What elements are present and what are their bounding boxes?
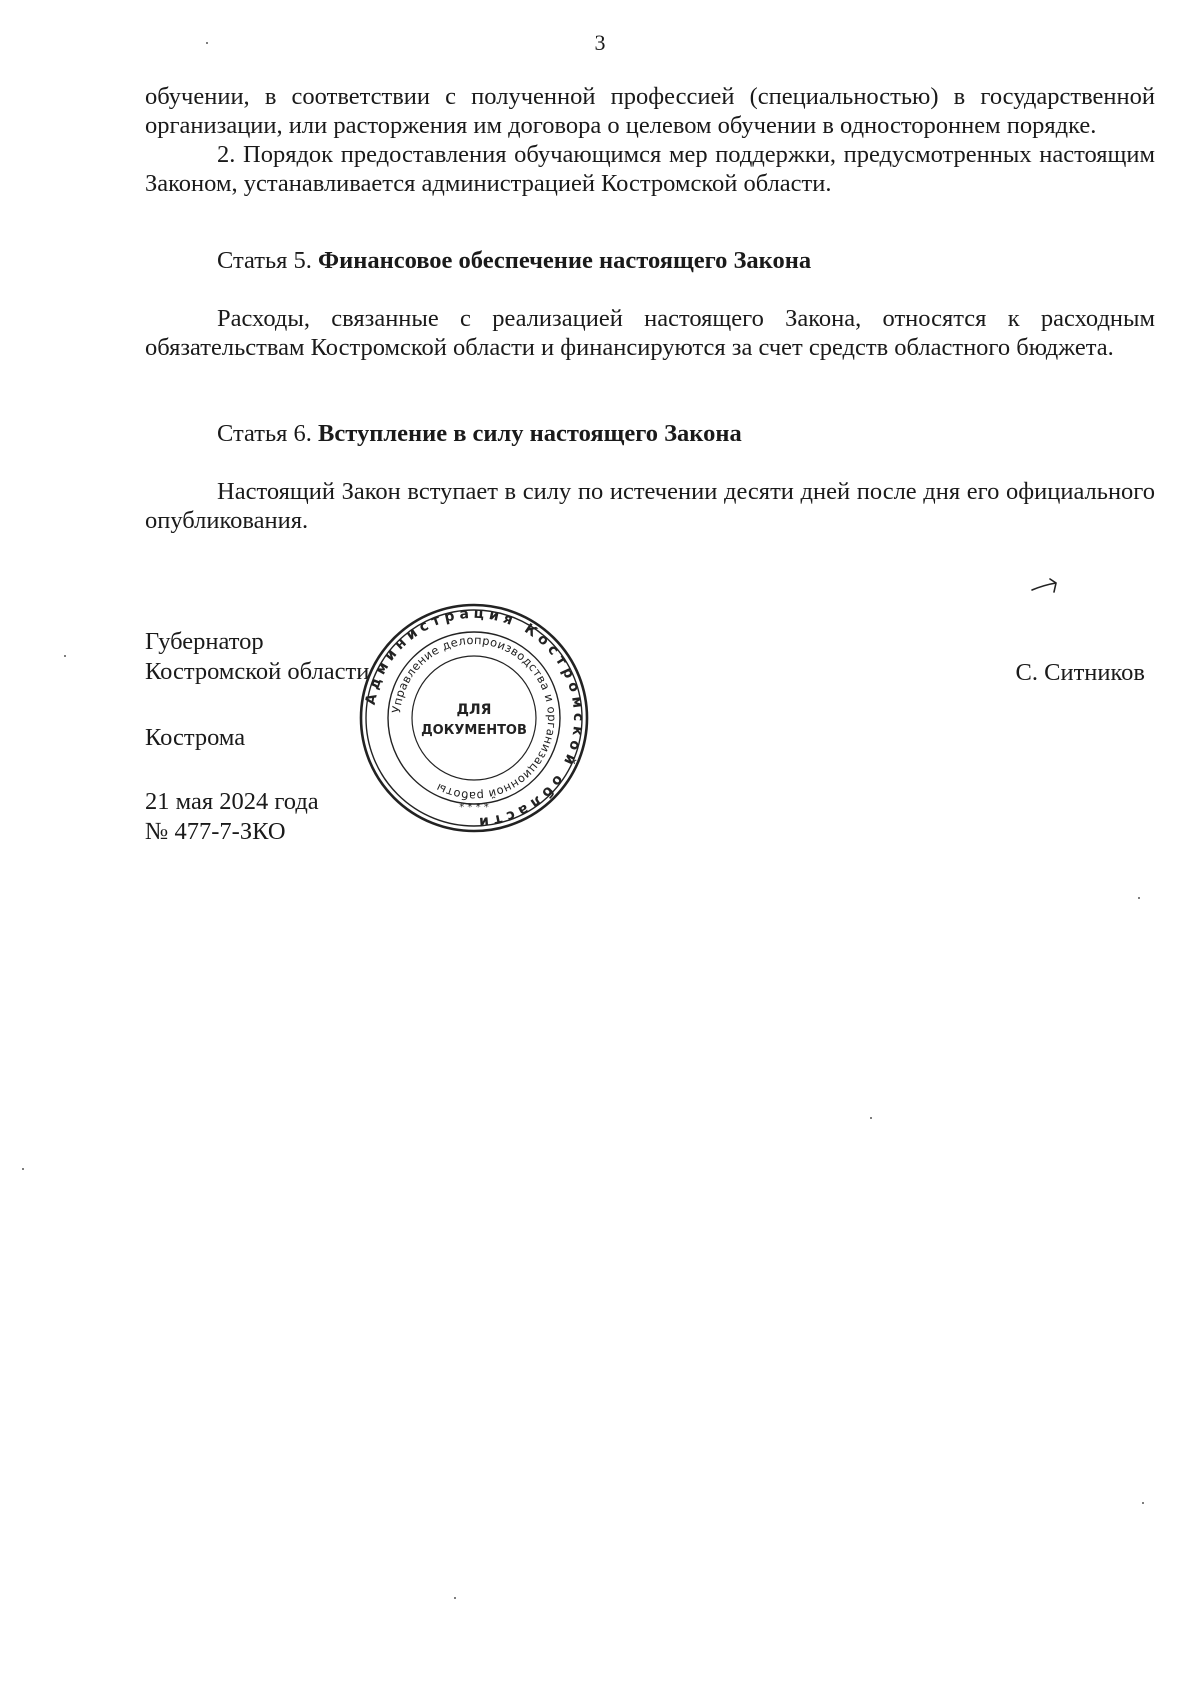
article-5-label: Статья 5. [217, 247, 312, 274]
scan-speck [870, 1117, 872, 1119]
article-6 [145, 419, 1155, 535]
city-block [145, 723, 245, 753]
article-6-text: Настоящий Закон вступает в силу по истечении десяти дней после дня его официального опубликования. [145, 478, 1155, 534]
official-stamp-icon [358, 602, 590, 834]
signature-position [145, 627, 369, 687]
city: Кострома [145, 724, 246, 751]
stamp-center-line-2: ДОКУМЕНТОВ [421, 723, 527, 738]
article-6-heading [145, 419, 1155, 448]
law-number: № 477-7-ЗКО [145, 818, 286, 845]
page-number: 3 [594, 30, 606, 55]
scan-speck [454, 1597, 456, 1599]
continuation-block [145, 82, 1155, 198]
position-line-2: Костромской области [145, 658, 370, 685]
paragraph-continuation: обучении, в соответствии с полученной профессией (специальностью) в государственной организации, или расторжения им договора о целевом обучении в одностороннем порядке. [145, 83, 1155, 139]
article-5 [145, 246, 1155, 362]
scan-speck [64, 655, 66, 657]
stamp-outer-text: Администрация Костромской области [362, 605, 587, 831]
date-number-block [145, 787, 319, 847]
stamp-center-line-1: ДЛЯ [456, 702, 492, 718]
signer-name: С. Ситников [1015, 659, 1145, 686]
scan-speck [22, 1168, 24, 1170]
article-5-heading [145, 246, 1155, 275]
paragraph-item-2: 2. Порядок предоставления обучающимся мер поддержки, предусмотренных настоящим Законом, устанавливается администрацией Костромской области. [145, 141, 1155, 197]
article-5-text: Расходы, связанные с реализацией настоящего Закона, относятся к расходным обязательствам Костромской области и финансируются за счет средств областного бюджета. [145, 305, 1155, 361]
position-line-1: Губернатор [145, 628, 264, 655]
article-6-label: Статья 6. [217, 420, 312, 447]
scan-speck [1142, 1502, 1144, 1504]
law-date: 21 мая 2024 года [145, 788, 319, 815]
initial-mark-icon [1030, 575, 1070, 595]
scan-speck [1138, 897, 1140, 899]
scan-speck [206, 42, 208, 44]
stamp-inner-text: Управление делопроизводства и организационной работы [389, 632, 560, 804]
article-6-title: Вступление в силу настоящего Закона [318, 420, 742, 447]
stamp-stars: * * * * [459, 802, 489, 813]
article-5-title: Финансовое обеспечение настоящего Закона [318, 247, 812, 274]
